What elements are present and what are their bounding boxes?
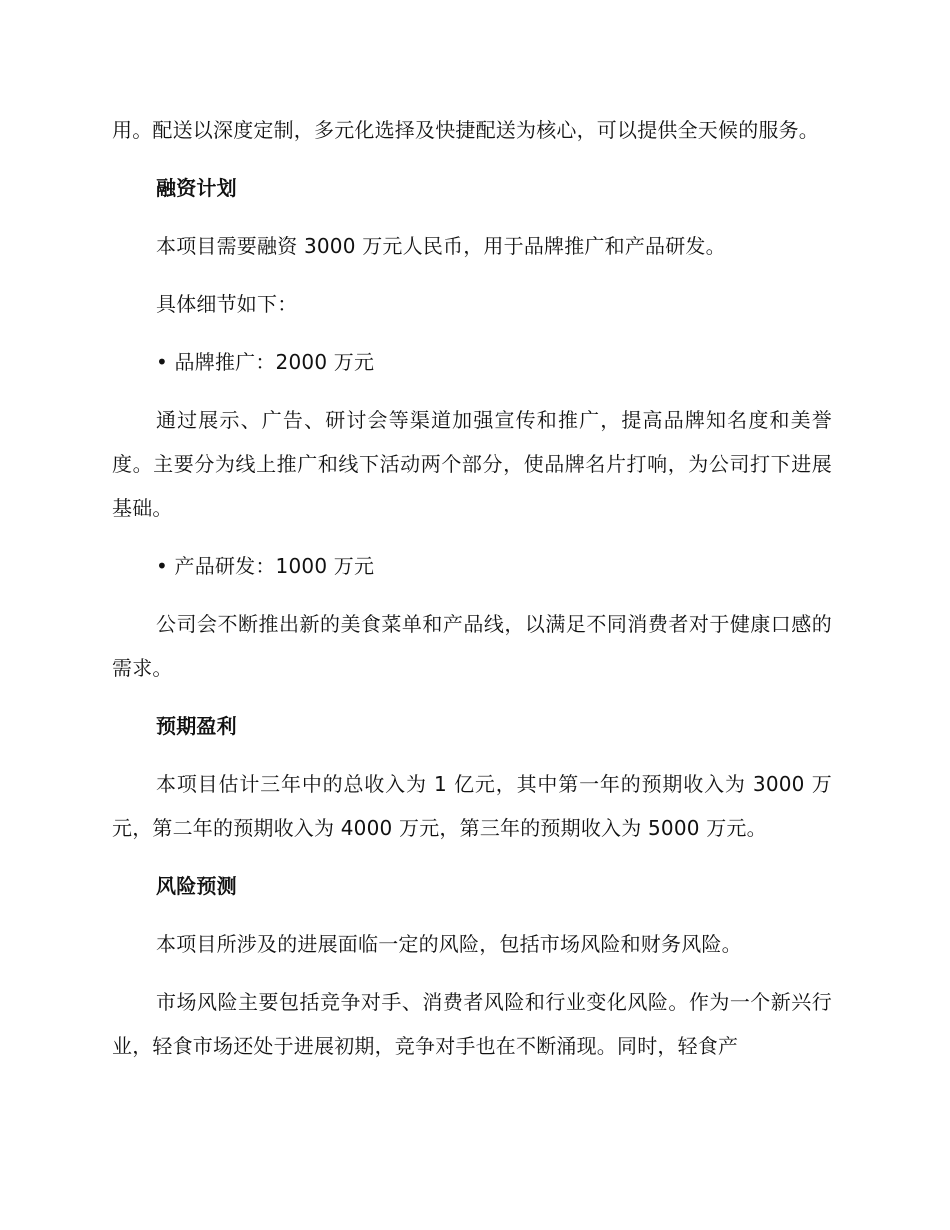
paragraph-market-risk: 市场风险主要包括竞争对手、消费者风险和行业变化风险。作为一个新兴行业，轻食市场还处于进展初期，竞争对手也在不断涌现。同时，轻食产 [112, 990, 832, 1058]
paragraph-risk-intro: 本项目所涉及的进展面临一定的风险，包括市场风险和财务风险。 [156, 932, 742, 956]
document-page [112, 108, 832, 1082]
heading-risk-forecast: 风险预测 [156, 874, 237, 898]
paragraph-details-intro: 具体细节如下： [156, 292, 298, 316]
heading-expected-profit: 预期盈利 [156, 714, 237, 738]
paragraph-financing-amount: 本项目需要融资 3000 万元人民币，用于品牌推广和产品研发。 [156, 234, 726, 258]
heading-financing-plan: 融资计划 [156, 176, 237, 200]
paragraph-product-rd: 公司会不断推出新的美食菜单和产品线，以满足不同消费者对于健康口感的需求。 [112, 612, 832, 680]
paragraph-expected-profit: 本项目估计三年中的总收入为 1 亿元，其中第一年的预期收入为 3000 万元，第二年的预期收入为 4000 万元，第三年的预期收入为 5000 万元。 [112, 772, 832, 840]
paragraph-delivery: 用。配送以深度定制，多元化选择及快捷配送为核心，可以提供全天候的服务。 [112, 118, 819, 142]
paragraph-brand-promotion: 通过展示、广告、研讨会等渠道加强宣传和推广，提高品牌知名度和美誉度。主要分为线上推广和线下活动两个部分，使品牌名片打响，为公司打下进展基础。 [112, 408, 832, 520]
bullet-brand-promotion: • 品牌推广：2000 万元 [156, 350, 375, 374]
bullet-product-rd: • 产品研发：1000 万元 [156, 554, 375, 578]
